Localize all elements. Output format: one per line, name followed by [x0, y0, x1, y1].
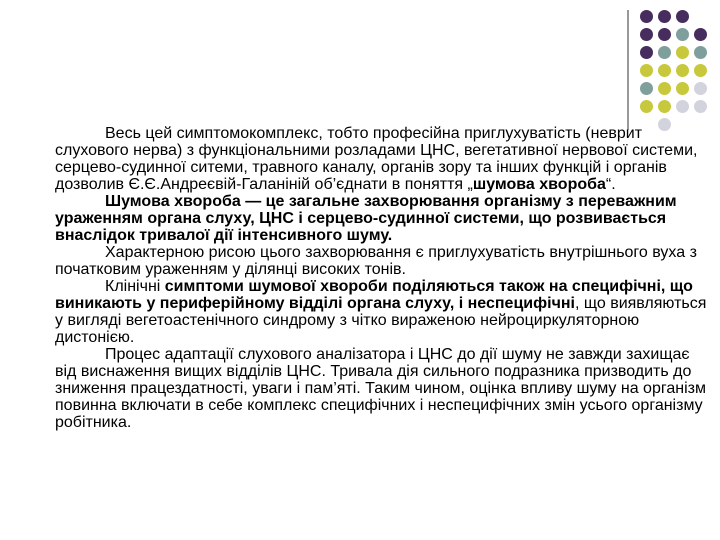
decorative-dot: [640, 28, 653, 41]
decorative-dot: [676, 82, 689, 95]
decorative-dot: [658, 10, 671, 23]
text-segment-bold: шумова хвороба: [472, 176, 606, 193]
paragraph-adaptation: [55, 346, 710, 431]
decorative-dot: [694, 64, 707, 77]
decorative-dot: [676, 10, 689, 23]
decorative-dot: [676, 64, 689, 77]
paragraph-clinical-symptoms: [55, 278, 710, 346]
text-segment: Весь цей симптомокомплекс, тобто професійна приглухуватість (неврит слухового нерва) з функціональними розладами ЦНС, вегетативної нервової системи, серцево-судинної ситеми, травного каналу, органів зору та інших функцій і органів дозволив Є.Є.Андреєвій-Галаніній об’єднати в поняття „: [55, 125, 698, 193]
decorative-dot: [640, 10, 653, 23]
decorative-vertical-line: [627, 10, 629, 130]
decorative-dot: [658, 28, 671, 41]
decorative-dot: [640, 46, 653, 59]
decorative-dot: [658, 46, 671, 59]
decorative-dot: [676, 28, 689, 41]
decorative-dot: [658, 82, 671, 95]
paragraph-definition: [55, 193, 710, 244]
decorative-dot: [640, 64, 653, 77]
decorative-dot: [658, 100, 671, 113]
decorative-dot: [640, 100, 653, 113]
text-segment: Клінічні: [105, 278, 165, 295]
text-segment-bold: Шумова хвороба — це загальне захворювання організму з переважним ураженням органа слуху, ЦНС і серцево-судинної системи, що розвивається внаслідок тривалої дії інтенсивного шуму.: [55, 193, 677, 244]
text-segment-bold: симптоми шумової хвороби поділяються також на специфічні, що виникають у периферійному відділі органа слуху, і неспецифічні: [55, 278, 693, 312]
text-segment: “.: [605, 176, 616, 193]
decorative-dot: [640, 82, 653, 95]
decorative-dot: [694, 46, 707, 59]
slide-body-text: [55, 125, 710, 431]
paragraph-symptom-complex: [55, 125, 710, 193]
decorative-dot: [694, 10, 707, 23]
decorative-dot: [694, 28, 707, 41]
decorative-dot: [658, 64, 671, 77]
decorative-dot: [694, 100, 707, 113]
decorative-dot-grid: [640, 10, 707, 131]
decorative-dot: [676, 46, 689, 59]
decorative-dot: [694, 82, 707, 95]
text-segment: Характерною рисою цього захворювання є приглухуватість внутрішнього вуха з початковим ураженням у ділянці високих тонів.: [55, 244, 697, 278]
paragraph-characteristic: [55, 244, 710, 278]
text-segment: , що виявляються у вигляді вегетоастенічного синдрому з чітко вираженою нейроциркуляторною дистонією.: [55, 295, 707, 346]
text-segment: Процес адаптації слухового аналізатора і ЦНС до дії шуму не завжди захищає від виснаження вищих відділів ЦНС. Тривала дія сильного подразника призводить до зниження працездатності, уваги і пам’яті. Таким чином, оцінка впливу шуму на організм повинна включати в себе комплекс специфічних і неспецифічних змін усього організму робітника.: [55, 346, 706, 431]
decorative-dot: [676, 100, 689, 113]
